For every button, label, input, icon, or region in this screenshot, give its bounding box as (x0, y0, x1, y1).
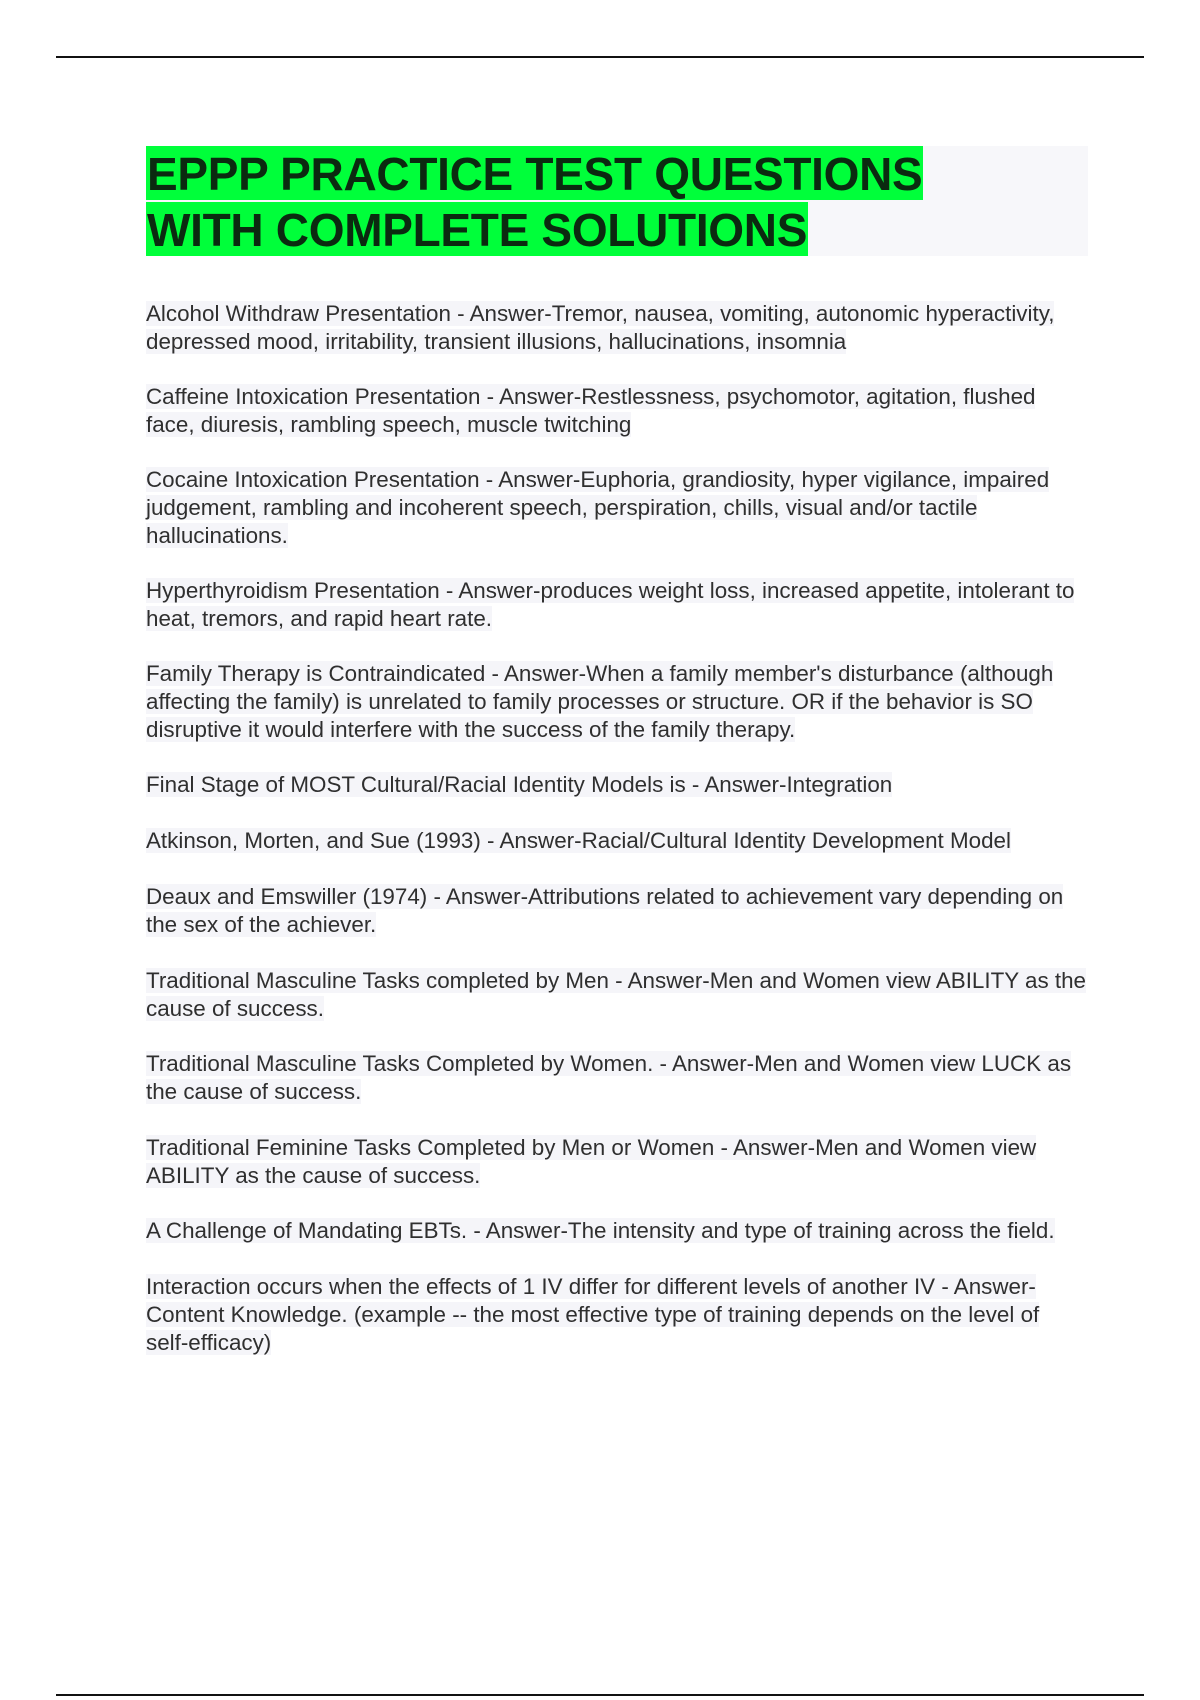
qa-entry (146, 1050, 1086, 1106)
qa-entry-text: Hyperthyroidism Presentation - Answer-produces weight loss, increased appetite, intolerant to heat, tremors, and rapid heart rate. (146, 578, 1075, 631)
qa-entry-text: Deaux and Emswiller (1974) - Answer-Attributions related to achievement vary depending on the sex of the achiever. (146, 884, 1064, 937)
qa-entry (146, 300, 1086, 356)
qa-entry-text: Traditional Masculine Tasks Completed by Women. - Answer-Men and Women view LUCK as the cause of success. (146, 1051, 1072, 1104)
qa-entry-text: Cocaine Intoxication Presentation - Answer-Euphoria, grandiosity, hyper vigilance, impaired judgement, rambling and incoherent speech, perspiration, chills, visual and/or tactile hallucinations. (146, 467, 1050, 548)
qa-entry-text: Family Therapy is Contraindicated - Answer-When a family member's disturbance (although affecting the family) is unrelated to family processes or structure. OR if the behavior is SO disruptive it would interfere with the success of the family therapy. (146, 661, 1054, 742)
document-title (146, 146, 1088, 258)
qa-entry (146, 883, 1086, 939)
qa-entry-text: Traditional Feminine Tasks Completed by Men or Women - Answer-Men and Women view ABILITY as the cause of success. (146, 1135, 1037, 1188)
title-line-2: WITH COMPLETE SOLUTIONS (147, 204, 808, 256)
qa-entry (146, 383, 1086, 439)
qa-entry-text: Traditional Masculine Tasks completed by Men - Answer-Men and Women view ABILITY as the cause of success. (146, 968, 1087, 1021)
qa-entry-text: A Challenge of Mandating EBTs. - Answer-The intensity and type of training across the field. (146, 1218, 1055, 1243)
qa-entry-text: Interaction occurs when the effects of 1 IV differ for different levels of another IV - Answer-Content Knowledge. (example -- the most effective type of training depends on the level of self-efficacy) (146, 1274, 1040, 1355)
qa-entry-text: Final Stage of MOST Cultural/Racial Identity Models is - Answer-Integration (146, 772, 893, 797)
qa-entry (146, 660, 1086, 744)
top-rule (56, 56, 1144, 58)
qa-list (146, 300, 1086, 1357)
title-line-1: EPPP PRACTICE TEST QUESTIONS (147, 148, 923, 200)
qa-entry (146, 1273, 1086, 1357)
bottom-rule (56, 1694, 1144, 1696)
qa-entry (146, 967, 1086, 1023)
qa-entry-text: Alcohol Withdraw Presentation - Answer-Tremor, nausea, vomiting, autonomic hyperactivity, depressed mood, irritability, transient illusions, hallucinations, insomnia (146, 301, 1055, 354)
qa-entry-text: Caffeine Intoxication Presentation - Answer-Restlessness, psychomotor, agitation, flushed face, diuresis, rambling speech, muscle twitching (146, 384, 1036, 437)
qa-entry (146, 827, 1086, 855)
qa-entry (146, 1134, 1086, 1190)
qa-entry (146, 577, 1086, 633)
qa-entry-text: Atkinson, Morten, and Sue (1993) - Answer-Racial/Cultural Identity Development Model (146, 828, 1011, 853)
title-block (146, 146, 1088, 256)
qa-entry (146, 466, 1086, 550)
qa-entry (146, 771, 1086, 799)
qa-entry (146, 1217, 1086, 1245)
